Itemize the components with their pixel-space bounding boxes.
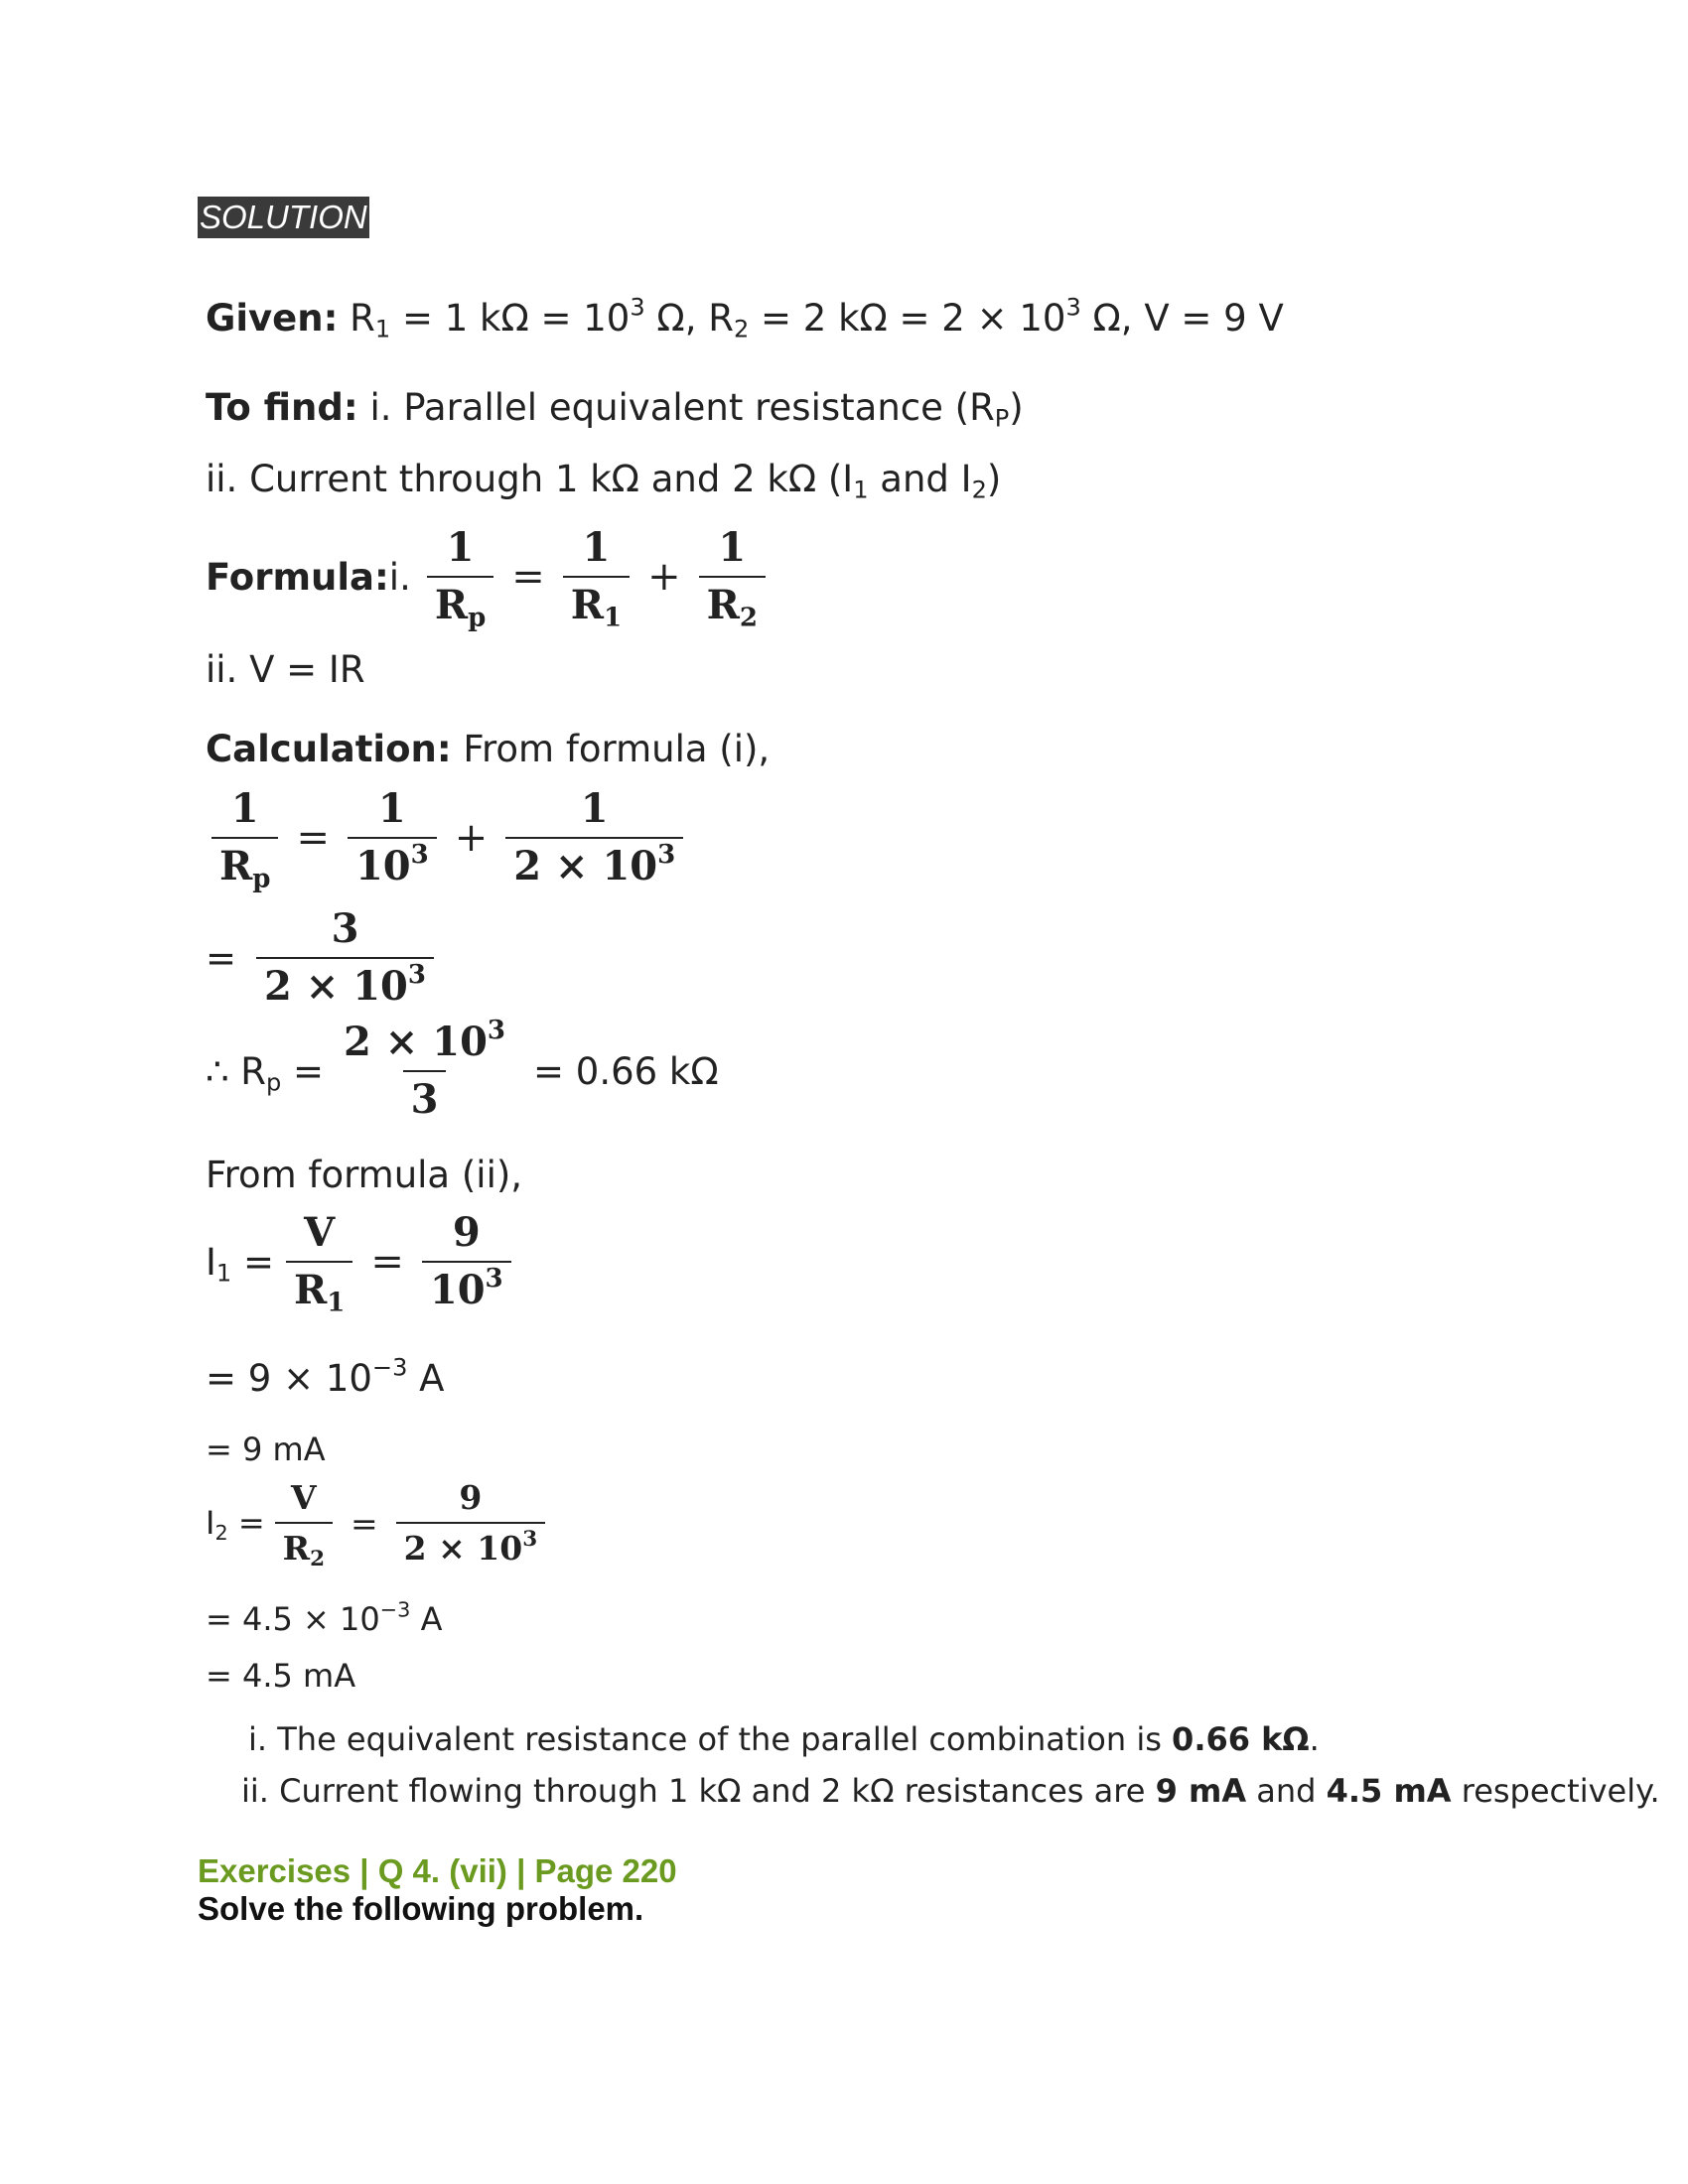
denominator: $2 \times 10^3$ [256, 957, 434, 1007]
denominator: $R_p$ [211, 837, 278, 887]
denominator: $10^3$ [422, 1261, 511, 1310]
numerator: 1 [377, 785, 406, 832]
numerator: 9 [459, 1478, 483, 1517]
numerator: 1 [582, 524, 611, 571]
to-find-ii-sub2: 2 [971, 476, 987, 504]
given-r2-exponent: 3 [1065, 293, 1081, 322]
fraction-2x10e3-over-3 [336, 1016, 513, 1123]
numerator: 1 [718, 524, 747, 571]
to-find-ii-line [206, 458, 1002, 504]
therefore-rp: ∴ $R_p$ = [206, 1049, 325, 1097]
answer-2: ii. Current flowing through 1 kΩ and 2 kΩ resistances are 9 mA and 4.5 mA respectively. [241, 1772, 1660, 1810]
given-r1-exponent: 3 [630, 293, 645, 322]
exercise-question: Solve the following problem. [198, 1890, 644, 1927]
formula-ii-intro: From formula (ii), [206, 1154, 523, 1196]
given-label: Given: [206, 297, 339, 340]
i2-result-1: = $4.5 \times 10^{-3}$ A [206, 1597, 443, 1638]
fraction-1-over-rp [427, 524, 493, 633]
i1-equation [206, 1209, 517, 1318]
fraction-1-over-r2 [699, 524, 766, 633]
given-line [206, 293, 1284, 343]
given-r1-value: = 1 kΩ = 10 [390, 297, 631, 340]
fraction-3-over-2x10e3 [256, 905, 434, 1010]
given-r1-symbol: R [350, 297, 375, 340]
i1-result-2: = 9 mA [206, 1431, 326, 1468]
denominator: $2 \times 10^3$ [505, 837, 683, 887]
equals-sign: = [351, 1503, 378, 1543]
calc-equation-2 [206, 905, 440, 1010]
numerator: V [291, 1478, 317, 1517]
formula-line [206, 524, 772, 633]
i1-symbol: $I_1$ = [206, 1240, 274, 1288]
equals-sign: = [511, 554, 545, 600]
fraction-1-over-r1 [563, 524, 630, 633]
denominator: $R_2$ [275, 1522, 333, 1565]
answer-1: i. The equivalent resistance of the parallel combination is 0.66 kΩ. [248, 1720, 1320, 1758]
calculation-line [206, 728, 771, 770]
fraction-1-over-rp [211, 785, 278, 894]
calculation-label: Calculation: [206, 728, 452, 770]
numerator: 1 [446, 524, 475, 571]
equals-prefix: = [206, 936, 237, 980]
fraction-v-over-r1 [286, 1209, 352, 1318]
numerator: 1 [230, 785, 259, 832]
to-find-i: i. Parallel equivalent resistance (R [357, 386, 995, 429]
numerator: V [304, 1209, 336, 1256]
given-r2-value: = 2 kΩ = 2 × 10 [749, 297, 1066, 340]
i1-result-1: = $9 \times 10^{-3}$ A [206, 1353, 445, 1400]
fraction-9-over-2x10e3 [396, 1478, 545, 1568]
fraction-1-over-10e3 [348, 785, 437, 889]
equals-sign: = [296, 815, 330, 861]
numerator: 1 [580, 785, 609, 832]
denominator: $10^3$ [348, 837, 437, 887]
exercise-title[interactable]: Exercises | Q 4. (vii) | Page 220 [198, 1852, 677, 1889]
i2-symbol: $I_2$ = [206, 1504, 265, 1545]
denominator: $R_1$ [563, 576, 630, 625]
to-find-line [206, 386, 1024, 433]
numerator: 3 [331, 905, 359, 952]
denominator: 3 [403, 1070, 447, 1120]
to-find-i-subscript: P [994, 404, 1010, 433]
denominator: $R_1$ [286, 1261, 352, 1310]
given-r1-unit: Ω, [644, 297, 709, 340]
fraction-v-over-r2 [275, 1478, 333, 1571]
denominator: $2 \times 10^3$ [396, 1522, 545, 1565]
calc-equation-3 [206, 1016, 719, 1123]
to-find-ii-mid: and I [868, 458, 972, 500]
i2-result-2: = 4.5 mA [206, 1657, 356, 1695]
solution-label: SOLUTION [198, 197, 369, 238]
formula-prefix: i. [388, 555, 411, 599]
plus-sign: + [454, 815, 489, 861]
plus-sign: + [647, 554, 681, 600]
given-r2-subscript: 2 [733, 315, 750, 343]
rp-result: = 0.66 kΩ [533, 1049, 719, 1093]
calc-equation-1 [206, 785, 689, 894]
formula-label: Formula: [206, 555, 389, 599]
i2-equation [206, 1478, 551, 1571]
numerator: 9 [452, 1209, 481, 1256]
to-find-label: To find: [206, 386, 358, 429]
given-r2-unit: Ω, V = 9 V [1080, 297, 1284, 340]
fraction-1-over-2x10e3 [505, 785, 683, 889]
given-r2-symbol: R [708, 297, 734, 340]
given-r1-subscript: 1 [374, 315, 391, 343]
fraction-9-over-10e3 [422, 1209, 511, 1313]
to-find-i-end: ) [1009, 386, 1024, 429]
denominator: $R_p$ [427, 576, 493, 625]
calculation-text: From formula (i), [451, 728, 771, 770]
denominator: $R_2$ [699, 576, 766, 625]
equals-sign: = [370, 1239, 404, 1285]
to-find-ii-end: ) [986, 458, 1002, 500]
to-find-ii-sub1: 1 [853, 476, 869, 504]
formula-ii: ii. V = IR [206, 648, 365, 691]
to-find-ii: ii. Current through 1 kΩ and 2 kΩ (I [206, 458, 854, 500]
numerator: $2 \times 10^3$ [344, 1016, 506, 1065]
